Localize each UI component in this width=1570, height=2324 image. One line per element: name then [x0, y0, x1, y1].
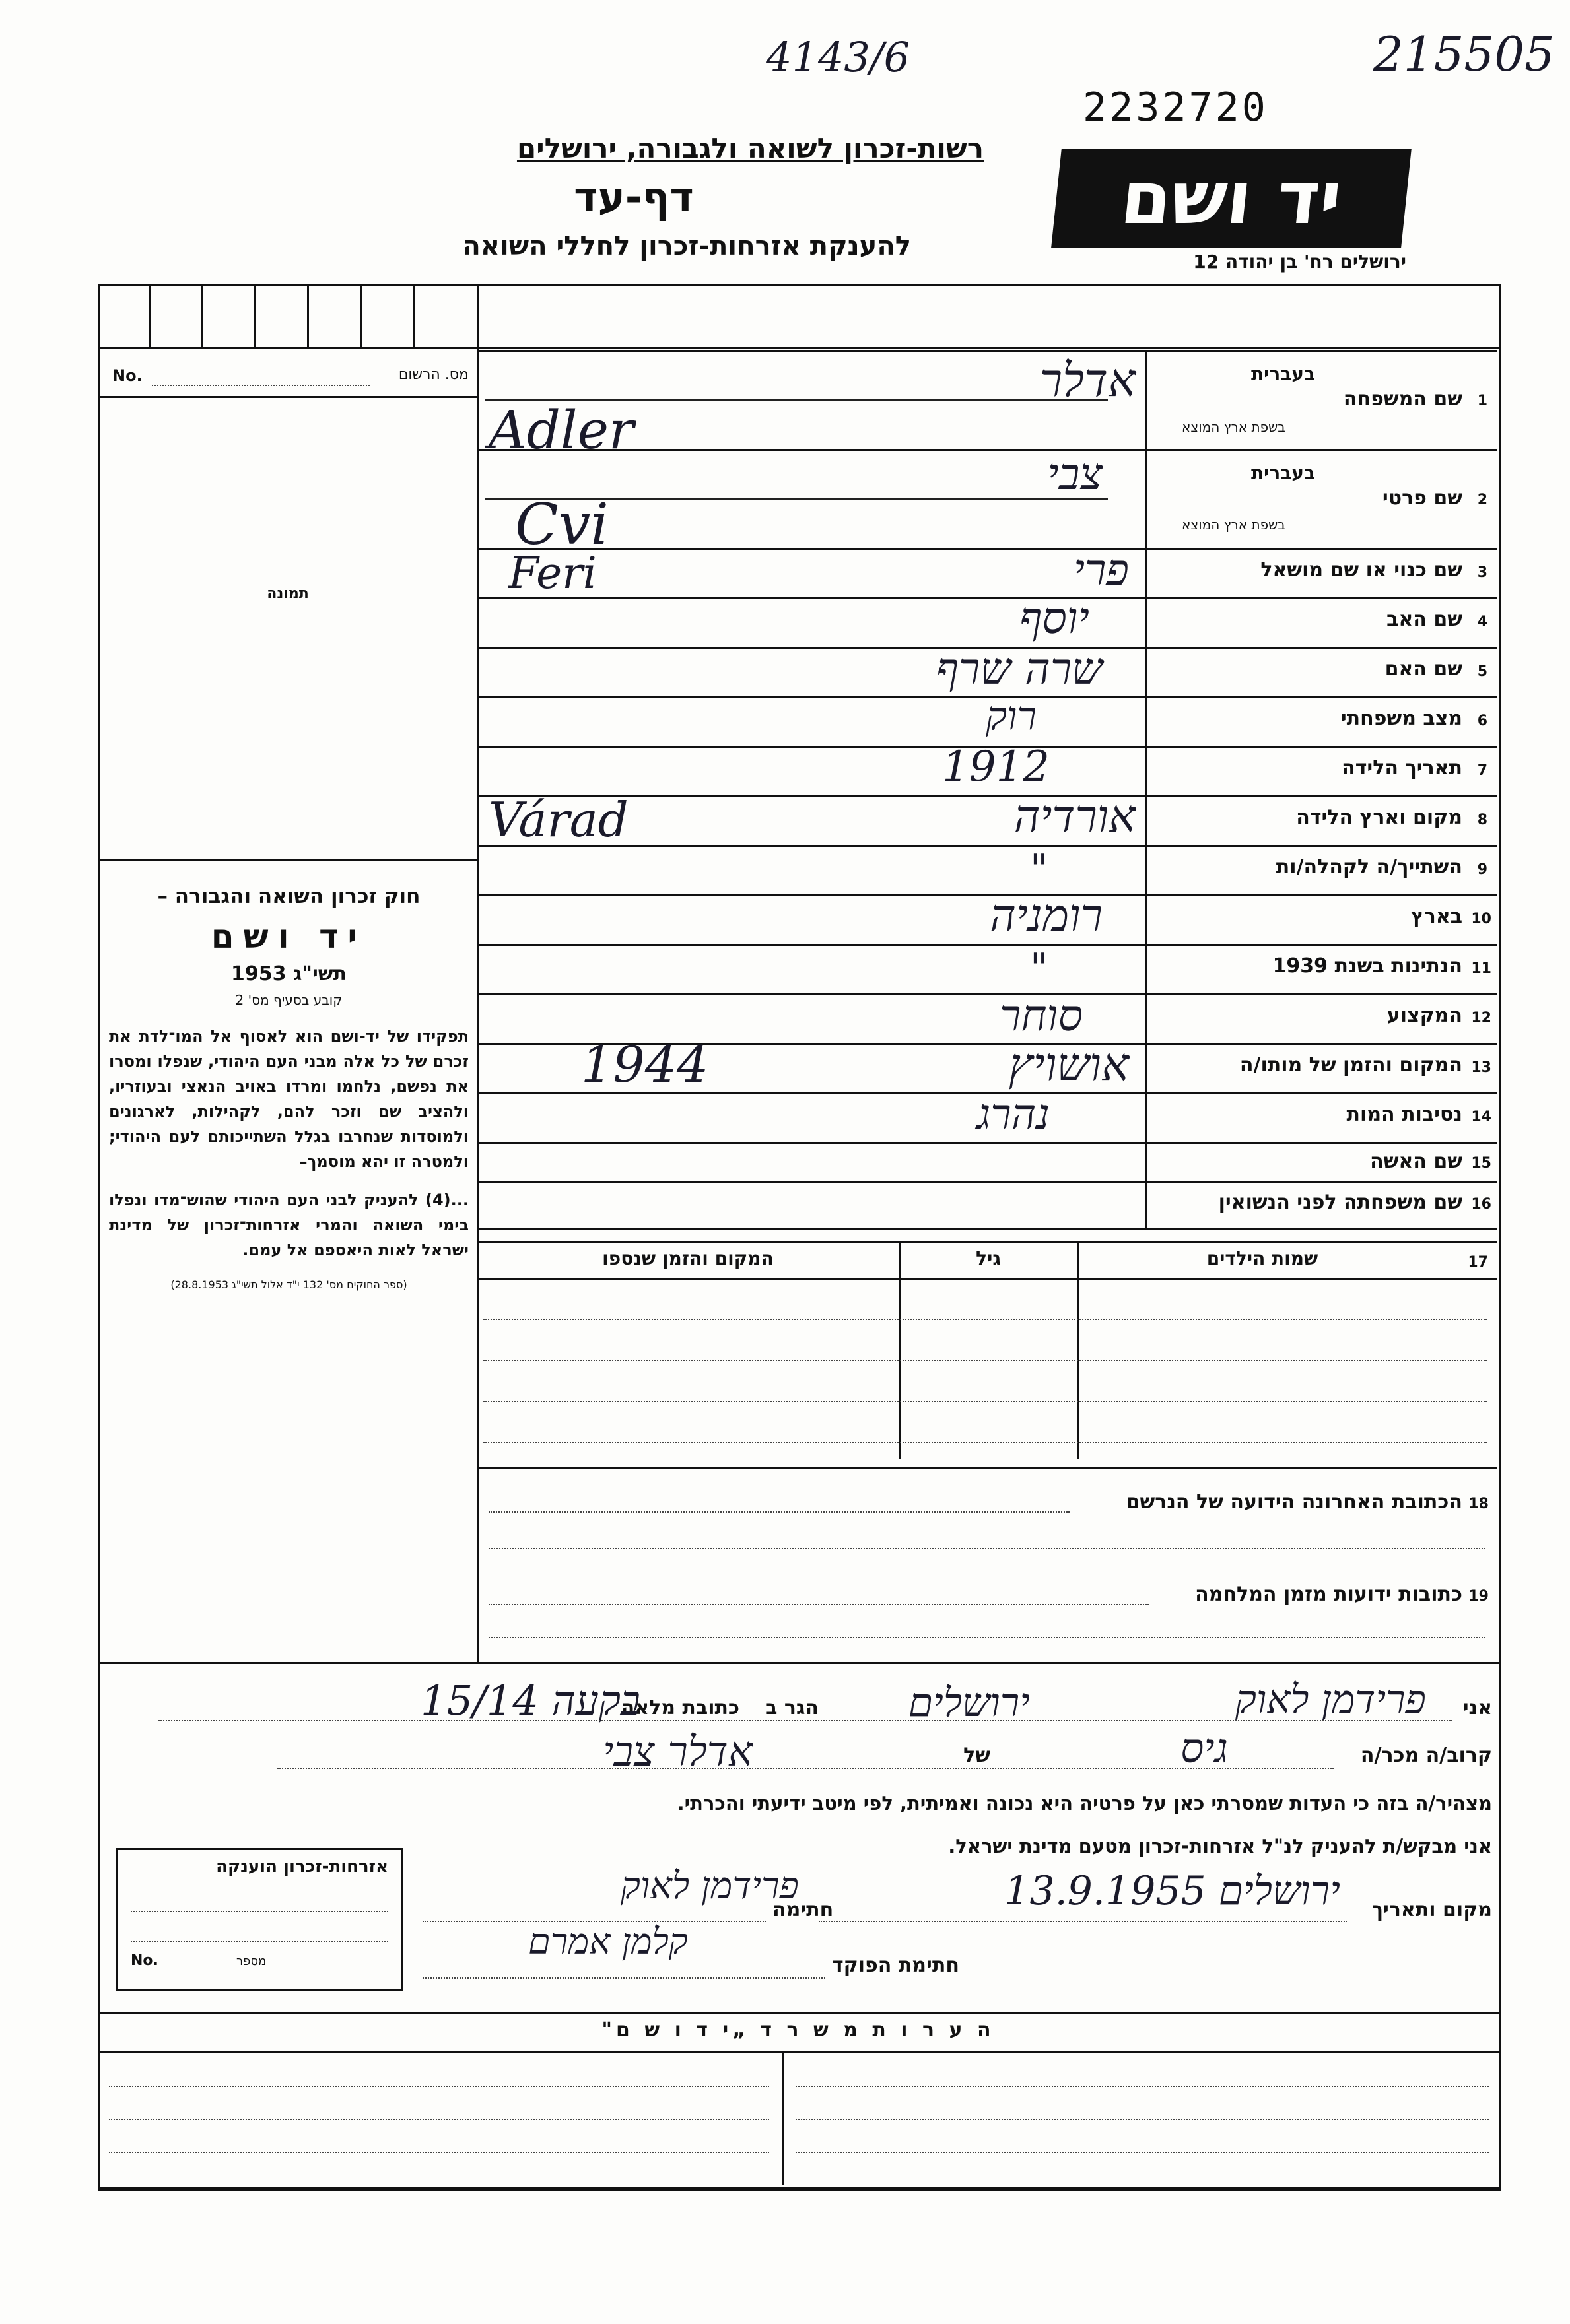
sub-label-hebrew: בעברית — [1251, 462, 1316, 484]
field-number: 3 — [1477, 564, 1487, 581]
law-block — [109, 884, 469, 1291]
field-8 — [1152, 795, 1495, 845]
value-death-year: 1944 — [581, 1035, 709, 1094]
place-date-value: ירושלים 13.9.1955 — [1004, 1868, 1340, 1914]
photo-label: תמונה — [267, 585, 309, 602]
field-10 — [1152, 894, 1495, 944]
declaration-request: אני מבקש/ת להעניק לנ"ל אזרחות-זכרון מטעם מדינת ישראל. — [948, 1835, 1492, 1857]
value-birthplace-hebrew: אורדיה — [1013, 791, 1136, 843]
field-16 — [1152, 1181, 1495, 1228]
children-header-place: המקום והזמן שנספו — [602, 1247, 774, 1269]
value-country: רומניה — [990, 890, 1103, 942]
children-header-names: שמות הילדים — [1206, 1247, 1318, 1269]
value-citizenship: " — [1030, 945, 1048, 991]
field-label: המקצוע — [1386, 1004, 1462, 1027]
citizenship-no-label: מספר — [236, 1954, 267, 1968]
value-birthplace-local: Várad — [489, 792, 629, 847]
field-label: שם האב — [1386, 608, 1462, 631]
law-text: תפקידו של יד-ושם הוא לאסוף אל המו־לדת את זכרם של כל אלה מבני העם היהודי, שנפלו ומסרו את נפשם, נלחמו ומרדו באויב הנאצי ובעוזריו, ולהציב שם וזכר להם, לקהילות, לארגונים ולמוסדות שנחרבו בגלל השתייכותם לעם היהודי; ולמטרה זו יהא מוסמך– — [109, 1027, 469, 1171]
field-1 — [1152, 353, 1495, 449]
value-profession: סוחר — [1000, 990, 1083, 1041]
field-2 — [1152, 452, 1495, 548]
law-source: (ספר החוקים מס' 132 י"ד אלול תשי"ג 28.8.1953) — [170, 1278, 407, 1291]
place-date-row — [423, 1868, 1492, 1927]
children-header-age: גיל — [976, 1247, 1001, 1269]
field-7 — [1152, 746, 1495, 795]
declaration-line-1 — [106, 1677, 1492, 1729]
ani-value: פרידמן לאוק — [1235, 1677, 1426, 1723]
field-19 — [489, 1577, 1489, 1617]
relative-label: קרוב/ה מכר/ה — [1360, 1744, 1492, 1767]
field-number: 13 — [1471, 1059, 1491, 1076]
value-birth-date: 1912 — [942, 743, 1050, 791]
sub-label-hebrew: בעברית — [1251, 363, 1316, 385]
value-nickname-local: Feri — [508, 548, 597, 599]
archive-number-right: 215505 — [1373, 26, 1555, 82]
field-number: 12 — [1471, 1010, 1491, 1026]
field-number: 11 — [1471, 960, 1491, 977]
field-label: בארץ — [1410, 905, 1462, 928]
value-death-circumstances: נהרג — [976, 1090, 1050, 1139]
declaration-statement: מצהיר/ה בזה כי העדות שמסרתי כאן על פרטיה היא נכונה ואמיתית, לפי מיטב ידיעתי והכרתי. — [677, 1792, 1492, 1814]
law-clause: קובע בסעיף מס' 2 — [235, 992, 343, 1008]
field-15 — [1152, 1142, 1495, 1181]
resides-value: ירושלים — [908, 1680, 1030, 1726]
field-label: מקום וארץ הלידה — [1296, 806, 1462, 829]
field-label: תאריך הלידה — [1342, 756, 1462, 780]
stamped-number: 2232720 — [1083, 84, 1268, 131]
field-5 — [1152, 647, 1495, 696]
value-father: יוסף — [1019, 593, 1089, 644]
value-nickname-hebrew: פרי — [1073, 545, 1129, 595]
field-number: 1 — [1477, 393, 1487, 409]
field-number: 18 — [1468, 1496, 1489, 1512]
of-value: אדלר צבי — [603, 1727, 753, 1776]
signature-value: פרידמן לאוק — [621, 1865, 799, 1908]
law-year: תשי"ג 1953 — [230, 962, 347, 985]
field-label: שם פרטי — [1382, 486, 1462, 510]
value-first-local: Cvi — [515, 492, 609, 558]
field-number: 6 — [1477, 713, 1487, 729]
photo-box — [99, 397, 477, 859]
officer-signature: קלמן אמרם — [528, 1921, 688, 1962]
citizenship-title: אזרחות-זכרון הוענקה — [216, 1857, 388, 1876]
field-number: 4 — [1477, 614, 1487, 630]
field-label: שם האם — [1384, 657, 1462, 681]
field-11 — [1152, 944, 1495, 993]
authority-name: רשות-זכרון לשואה ולגבורה, ירושלים — [516, 132, 984, 164]
field-number: 15 — [1471, 1155, 1491, 1172]
remarks-title: ה ע ר ו ת מ ש ר ד „י ד ו ש ם" — [601, 2018, 995, 2042]
field-number: 2 — [1477, 492, 1487, 508]
sub-label-local: בשפת ארץ המוצא — [1182, 517, 1285, 533]
field-label: המקום והזמן של מותו/ה — [1239, 1053, 1462, 1077]
officer-label: חתימת הפוקד — [832, 1954, 959, 1977]
field-12 — [1152, 993, 1495, 1043]
field-number: 10 — [1471, 911, 1491, 927]
field-14 — [1152, 1092, 1495, 1142]
field-label: כתובות ידועות מזמן המלחמה — [1195, 1583, 1462, 1606]
children-table — [477, 1241, 1497, 1469]
signature-label: חתימה — [772, 1898, 834, 1921]
field-label: שם כנוי או שם מושאל — [1260, 558, 1462, 581]
value-mother: שרה שרף — [936, 644, 1103, 694]
of-label: של — [963, 1744, 990, 1767]
children-field-number: 17 — [1468, 1254, 1488, 1271]
field-label: שם משפחתה לפני הנשואין — [1218, 1191, 1462, 1214]
address: ירושלים רח' בן יהודה 12 — [1193, 251, 1406, 273]
field-9 — [1152, 845, 1495, 894]
address-value: בקעה 15/14 — [421, 1677, 640, 1725]
field-label: הנתינות בשנת 1939 — [1272, 954, 1462, 978]
value-first-hebrew: צבי — [1047, 449, 1103, 500]
resides-label: הגר ב — [765, 1696, 819, 1719]
ani-label: אני — [1462, 1696, 1492, 1719]
form-subtitle: להענקת אזרחות-זכרון לחללי השואה — [462, 231, 911, 261]
field-number: 16 — [1471, 1196, 1491, 1212]
field-label: השתייך/ה לקהלה/ות — [1276, 855, 1462, 879]
value-family-hebrew: אדלר — [1039, 353, 1136, 407]
form-title: דף-עד — [574, 173, 694, 221]
field-number: 7 — [1477, 762, 1487, 779]
field-4 — [1152, 597, 1495, 647]
field-label: הכתובת האחרונה הידועה של הנרשם — [1126, 1490, 1462, 1513]
citizenship-box — [116, 1848, 403, 1991]
officer-row — [423, 1941, 1017, 1987]
law-name: יד ושם — [211, 917, 367, 956]
law-text-2: ...(4) להעניק לבני העם היהודי שהוש־מדו ונפלו בימי השואה והמרי אזרחות־זכרון של מדינת ישראל לאות היאספם אל עמם. — [109, 1191, 469, 1259]
declaration-line-2 — [106, 1724, 1492, 1777]
field-label: שם האשה — [1370, 1150, 1462, 1173]
field-number: 9 — [1477, 861, 1487, 878]
sub-label-local: בשפת ארץ המוצא — [1182, 419, 1285, 435]
field-number: 19 — [1468, 1588, 1489, 1605]
field-18 — [489, 1485, 1489, 1525]
reg-no-latin: No. — [112, 366, 143, 385]
field-label: מצב משפחתי — [1340, 707, 1462, 730]
logo-text: יד ושם — [1116, 156, 1346, 240]
archive-number-left: 4143/6 — [766, 33, 910, 81]
registration-number — [112, 366, 469, 385]
value-death-place: אושויץ — [1008, 1038, 1129, 1092]
field-number: 8 — [1477, 812, 1487, 828]
field-label: שם המשפחה — [1343, 387, 1462, 411]
field-number: 5 — [1477, 663, 1487, 680]
place-date-label: מקום ותאריך — [1371, 1898, 1492, 1921]
reg-no-label: מס. הרשום — [398, 366, 469, 383]
field-3 — [1152, 548, 1495, 597]
field-label: נסיבות המות — [1346, 1103, 1462, 1126]
address-label: כתובת מלאה — [621, 1696, 739, 1719]
relative-value: גיס — [1180, 1724, 1228, 1772]
law-title: חוק זכרון השואה והגבורה – — [157, 884, 421, 908]
value-family-local: Adler — [489, 399, 634, 461]
yad-vashem-logo — [1051, 149, 1412, 248]
value-community: " — [1030, 846, 1048, 892]
field-number: 14 — [1471, 1109, 1491, 1125]
value-marital: רוק — [986, 693, 1037, 739]
field-6 — [1152, 696, 1495, 746]
citizenship-no-latin: No. — [131, 1952, 158, 1969]
field-13 — [1152, 1043, 1495, 1092]
